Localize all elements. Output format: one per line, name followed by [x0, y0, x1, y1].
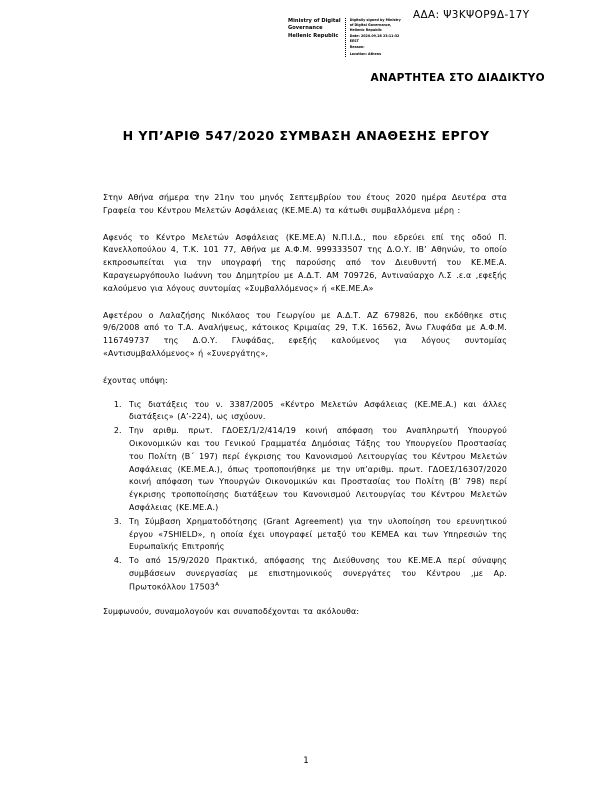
intro-paragraph: Στην Αθήνα σήμερα την 21ην του μηνός Σεπτεμβρίου του έτους 2020 ημέρα Δευτέρα στα Γραφεία του Κέντρου Μελετών Ασφάλειας (ΚΕ.ΜΕ.Α) τα κάτωθι συμβαλλόμενα μέρη :	[103, 193, 507, 215]
digital-signature-stamp	[288, 18, 406, 57]
signature-detail-line-2: of Digital Governance,	[349, 22, 392, 27]
clause-item-superscript: Α	[215, 581, 220, 588]
signature-org-line-2: Governance	[288, 25, 323, 32]
clause-item: 3. Τη Σύμβαση Χρηματοδότησης (Grant Agreement) για την υλοποίηση του ερευνητικού έργου «7SHIELD», η οποία έχει υπογραφεί μεταξύ του ΚΕΜΕΑ και των Υπηρεσιών της Ευρωπαϊκής Επιτροπής	[125, 516, 507, 554]
signature-org-line-1: Ministry of Digital	[288, 18, 341, 24]
having-regard-label: έχοντας υπόψη:	[103, 375, 168, 385]
signature-details	[350, 18, 401, 57]
signature-detail-line-7: Location: Athens	[349, 51, 382, 56]
signature-detail-line-6: Reason:	[349, 45, 365, 50]
clause-item	[125, 555, 507, 594]
page-title: Η ΥΠ’ΑΡΙΘ 547/2020 ΣΥΜΒΑΣΗ ΑΝΑΘΕΣΗΣ ΕΡΓΟΥ	[122, 128, 490, 143]
document-body	[103, 192, 507, 633]
clause-list	[103, 399, 507, 595]
clause-item-text: Το από 15/9/2020 Πρακτικό, απόφασης της Διεύθυνσης του ΚΕ.ΜΕ.Α περί σύναψης συμβάσεων συνεργασίας με επιστημονικούς συνεργάτες του Κέντρου ,με Αρ. Πρωτοκόλλου 17503	[129, 556, 507, 592]
ada-code: ΑΔΑ: Ψ3ΚΨΟΡ9Δ-17Υ	[413, 9, 530, 21]
signature-org-line-3: Hellenic Republic	[288, 32, 339, 39]
closing-paragraph: Συμφωνούν, συναμολογούν και συναποδέχονται τα ακόλουθα:	[103, 607, 360, 617]
signature-detail-line-3: Hellenic Republic	[349, 27, 382, 32]
signature-divider	[345, 18, 346, 57]
signature-organization	[288, 18, 341, 40]
second-party-paragraph: Αφετέρου ο Λαλαζήσης Νικόλαος του Γεωργίου με Α.Δ.Τ. ΑΖ 679826, που εκδόθηκε στις 9/6/2008 από το Τ.Α. Αναλήψεως, κάτοικος Κριμαίας 29, Τ.Κ. 16562, Άνω Γλυφάδα με Α.Φ.Μ. 116749737 της Δ.Ο.Υ. Γλυφάδας, εφεξής καλούμενος για λόγους συντομίας «Αντισυμβαλλόμενος» ή «Συνεργάτης»,	[103, 310, 507, 358]
clause-item: 2. Την αριθμ. πρωτ. ΓΔΟΕΣ/1/2/414/19 κοινή απόφαση του Αναπληρωτή Υπουργού Οικονομικών και του Γενικού Γραμματέα Δημόσιας Τάξης του Υπουργείου Προστασίας του Πολίτη (Β΄ 197) περί έγκρισης του Κανονισμού Λειτουργίας του Κέντρου Μελετών Ασφάλειας (ΚΕ.ΜΕ.Α.), όπως τροποποιήθηκε με την υπ’αριθμ. πρωτ. ΓΔΟΕΣ/16307/2020 κοινή απόφαση των Υπουργών Οικονομικών και Προστασίας του Πολίτη (Β’ 798) περί έγκρισης τροποποίησης διατάξεων του Κανονισμού Λειτουργίας του Κέντρου Μελετών Ασφάλειας (ΚΕ.ΜΕ.Α.)	[125, 425, 507, 515]
page-number: 1	[303, 756, 309, 766]
clause-item: 1. Τις διατάξεις του ν. 3387/2005 «Κέντρο Μελετών Ασφάλειας (ΚΕ.ΜΕ.Α.) και άλλες διατάξεις» (Α’-224), ως ισχύουν.	[125, 399, 507, 425]
signature-detail-line-1: Digitally signed by Ministry	[349, 18, 401, 22]
signature-detail-line-4: Date: 2020.09.28 23:11:32	[349, 34, 400, 39]
publication-notice: ΑΝΑΡΤΗΤΕΑ ΣΤΟ ΔΙΑΔΙΚΤΥΟ	[370, 72, 545, 84]
signature-detail-line-5: EEST	[349, 39, 359, 44]
first-party-paragraph: Αφενός το Κέντρο Μελετών Ασφάλειας (ΚΕ.ΜΕ.Α) Ν.Π.Ι.Δ., που εδρεύει επί της οδού Π. Κανελλοπούλου 4, Τ.Κ. 101 77, Αθήνα με Α.Φ.Μ. 999333507 της Δ.Ο.Υ. ΙΒ’ Αθηνών, το οποίο εκπροσωπείται για την υπογραφή της παρούσης από τον Διευθυντή του ΚΕ.ΜΕ.Α. Καραγεωργόπουλο Ιωάννη του Δημητρίου με Α.Δ.Τ. ΑΜ 709726, Αντιναύαρχο Λ.Σ .ε.α ,εφεξής καλούμενο για λόγους συντομίας «Συμβαλλόμενος» ή «ΚΕ.ΜΕ.Α»	[103, 232, 507, 293]
